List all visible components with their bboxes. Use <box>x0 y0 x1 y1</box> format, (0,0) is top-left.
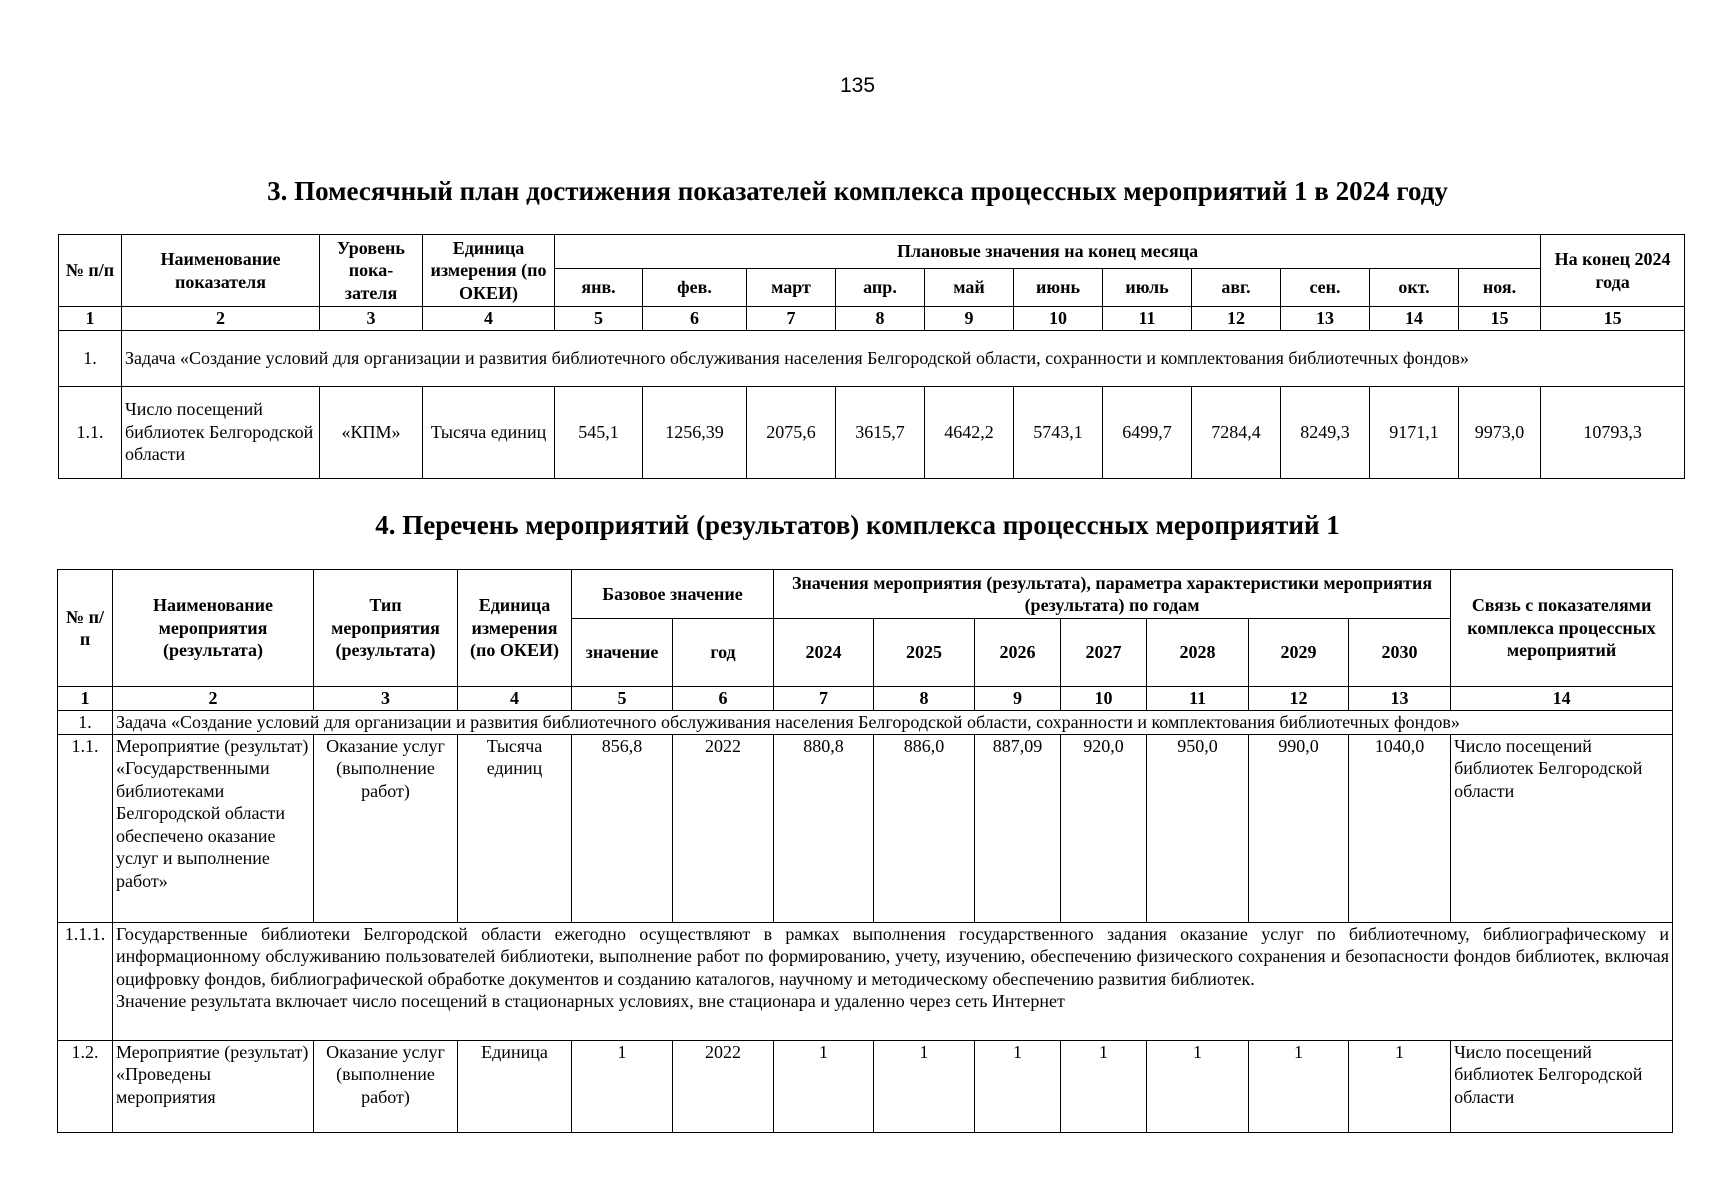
month-value: 6499,7 <box>1103 386 1192 478</box>
activity-description <box>113 922 1673 1040</box>
month-value: 7284,4 <box>1192 386 1281 478</box>
column-number: 3 <box>320 307 423 331</box>
header-year: 2027 <box>1061 619 1147 687</box>
column-number: 1 <box>58 687 113 711</box>
year-value: 1 <box>874 1040 975 1132</box>
task-row-text: Задача «Создание условий для организации и развития библиотечного обслуживания населения Белгородской области, сохранности и комплектования библиотечных фондов» <box>113 710 1673 734</box>
header-year: 2029 <box>1249 619 1349 687</box>
header-month: июль <box>1103 269 1192 307</box>
header-month: июнь <box>1014 269 1103 307</box>
header-num: № п/п <box>59 235 122 307</box>
activity-type: Оказание услуг (выполнение работ) <box>314 1040 458 1132</box>
header-activity-type: Тип мероприятия (результата) <box>314 570 458 687</box>
column-number: 8 <box>836 307 925 331</box>
column-number: 14 <box>1370 307 1459 331</box>
column-number: 14 <box>1451 687 1673 711</box>
header-year: 2028 <box>1147 619 1249 687</box>
year-value: 1040,0 <box>1349 734 1451 922</box>
header-unit: Единица измерения (по ОКЕИ) <box>423 235 555 307</box>
header-year: 2030 <box>1349 619 1451 687</box>
column-number: 12 <box>1249 687 1349 711</box>
header-month: май <box>925 269 1014 307</box>
indicator-link: Число посещений библиотек Белгородской области <box>1451 1040 1673 1132</box>
month-value: 5743,1 <box>1014 386 1103 478</box>
task-row-num: 1. <box>59 330 122 386</box>
description-num: 1.1.1. <box>58 922 113 1040</box>
indicator-unit: Тысяча единиц <box>423 386 555 478</box>
column-number: 3 <box>314 687 458 711</box>
year-value: 886,0 <box>874 734 975 922</box>
year-value: 1 <box>774 1040 874 1132</box>
year-value: 880,8 <box>774 734 874 922</box>
monthly-plan-table <box>58 234 1685 479</box>
indicator-level: «КПМ» <box>320 386 423 478</box>
year-value: 1 <box>1061 1040 1147 1132</box>
activity-name: Мероприятие (результат) «Проведены мероприятия <box>113 1040 314 1132</box>
column-number: 6 <box>643 307 747 331</box>
header-end-of-year: На конец 2024 года <box>1541 235 1685 307</box>
year-value: 1 <box>1349 1040 1451 1132</box>
header-month: сен. <box>1281 269 1370 307</box>
year-value: 1 <box>975 1040 1061 1132</box>
column-number: 7 <box>774 687 874 711</box>
header-base-value: Базовое значение <box>572 570 774 619</box>
column-number: 5 <box>555 307 643 331</box>
header-month: авг. <box>1192 269 1281 307</box>
base-year: 2022 <box>673 1040 774 1132</box>
activity-name: Мероприятие (результат) «Государственными библиотеками Белгородской области обеспечено оказание услуг и выполнение работ» <box>113 734 314 922</box>
header-unit: Единица измерения (по ОКЕИ) <box>458 570 572 687</box>
activity-type: Оказание услуг (выполнение работ) <box>314 734 458 922</box>
header-level: Уровень пока-зателя <box>320 235 423 307</box>
description-paragraph: Значение результата включает число посещений в стационарных условиях, вне стационара и удаленно через сеть Интернет <box>116 991 1065 1011</box>
activities-table <box>57 569 1673 1133</box>
column-number: 9 <box>925 307 1014 331</box>
activity-unit: Единица <box>458 1040 572 1132</box>
indicator-name: Число посещений библиотек Белгородской области <box>122 386 320 478</box>
header-month: янв. <box>555 269 643 307</box>
month-value: 4642,2 <box>925 386 1014 478</box>
base-value: 856,8 <box>572 734 673 922</box>
month-value: 3615,7 <box>836 386 925 478</box>
year-value: 920,0 <box>1061 734 1147 922</box>
month-value: 9973,0 <box>1459 386 1541 478</box>
description-paragraph: Государственные библиотеки Белгородской области ежегодно осуществляют в рамках выполнения государственного задания оказание услуг по библиотечному, библиографическому и информационному обслуживанию пользователей библиотеки, выполнение работ по формированию, учету, изучению, обеспечению физического сохранения и безопасности фондов библиотек, включая оцифровку фондов, библиографической обработке документов и созданию каталогов, научному и методическому обеспечению развития библиотек. <box>116 923 1670 989</box>
header-base-value-year: год <box>673 619 774 687</box>
year-value: 887,09 <box>975 734 1061 922</box>
header-values-by-year: Значения мероприятия (результата), параметра характеристики мероприятия (результата) по годам <box>774 570 1451 619</box>
column-number: 1 <box>59 307 122 331</box>
indicator-link: Число посещений библиотек Белгородской области <box>1451 734 1673 922</box>
column-number: 9 <box>975 687 1061 711</box>
base-value: 1 <box>572 1040 673 1132</box>
header-year: 2026 <box>975 619 1061 687</box>
column-number: 5 <box>572 687 673 711</box>
header-month: апр. <box>836 269 925 307</box>
year-value: 950,0 <box>1147 734 1249 922</box>
header-planned-values: Плановые значения на конец месяца <box>555 235 1541 269</box>
column-number: 13 <box>1349 687 1451 711</box>
column-number: 10 <box>1014 307 1103 331</box>
section-4-title: 4. Перечень мероприятий (результатов) комплекса процессных мероприятий 1 <box>375 510 1340 540</box>
row-num: 1.1. <box>59 386 122 478</box>
header-month: март <box>747 269 836 307</box>
page-number: 135 <box>839 74 876 97</box>
header-activity-name: Наименование мероприятия (результата) <box>113 570 314 687</box>
end-of-year-value: 10793,3 <box>1541 386 1685 478</box>
column-number: 15 <box>1459 307 1541 331</box>
header-year: 2024 <box>774 619 874 687</box>
column-number: 11 <box>1147 687 1249 711</box>
task-row-num: 1. <box>58 710 113 734</box>
month-value: 545,1 <box>555 386 643 478</box>
activity-unit: Тысяча единиц <box>458 734 572 922</box>
column-number: 10 <box>1061 687 1147 711</box>
task-row-text: Задача «Создание условий для организации и развития библиотечного обслуживания населения Белгородской области, сохранности и комплектования библиотечных фондов» <box>122 330 1685 386</box>
row-num: 1.2. <box>58 1040 113 1132</box>
section-3-title: 3. Помесячный план достижения показателей комплекса процессных мероприятий 1 в 2024 году <box>267 176 1448 206</box>
column-number: 12 <box>1192 307 1281 331</box>
column-number: 11 <box>1103 307 1192 331</box>
month-value: 2075,6 <box>747 386 836 478</box>
column-number: 7 <box>747 307 836 331</box>
column-number: 4 <box>423 307 555 331</box>
column-number: 2 <box>122 307 320 331</box>
month-value: 9171,1 <box>1370 386 1459 478</box>
header-link: Связь с показателями комплекса процессных мероприятий <box>1451 570 1673 687</box>
column-number: 2 <box>113 687 314 711</box>
header-month: ноя. <box>1459 269 1541 307</box>
year-value: 990,0 <box>1249 734 1349 922</box>
header-month: окт. <box>1370 269 1459 307</box>
base-year: 2022 <box>673 734 774 922</box>
year-value: 1 <box>1147 1040 1249 1132</box>
header-base-value-value: значение <box>572 619 673 687</box>
header-indicator-name: Наименование показателя <box>122 235 320 307</box>
month-value: 8249,3 <box>1281 386 1370 478</box>
column-number: 13 <box>1281 307 1370 331</box>
header-year: 2025 <box>874 619 975 687</box>
year-value: 1 <box>1249 1040 1349 1132</box>
column-number: 8 <box>874 687 975 711</box>
column-number: 6 <box>673 687 774 711</box>
column-number: 4 <box>458 687 572 711</box>
header-month: фев. <box>643 269 747 307</box>
column-number: 15 <box>1541 307 1685 331</box>
row-num: 1.1. <box>58 734 113 922</box>
month-value: 1256,39 <box>643 386 747 478</box>
header-num: № п/п <box>58 570 113 687</box>
